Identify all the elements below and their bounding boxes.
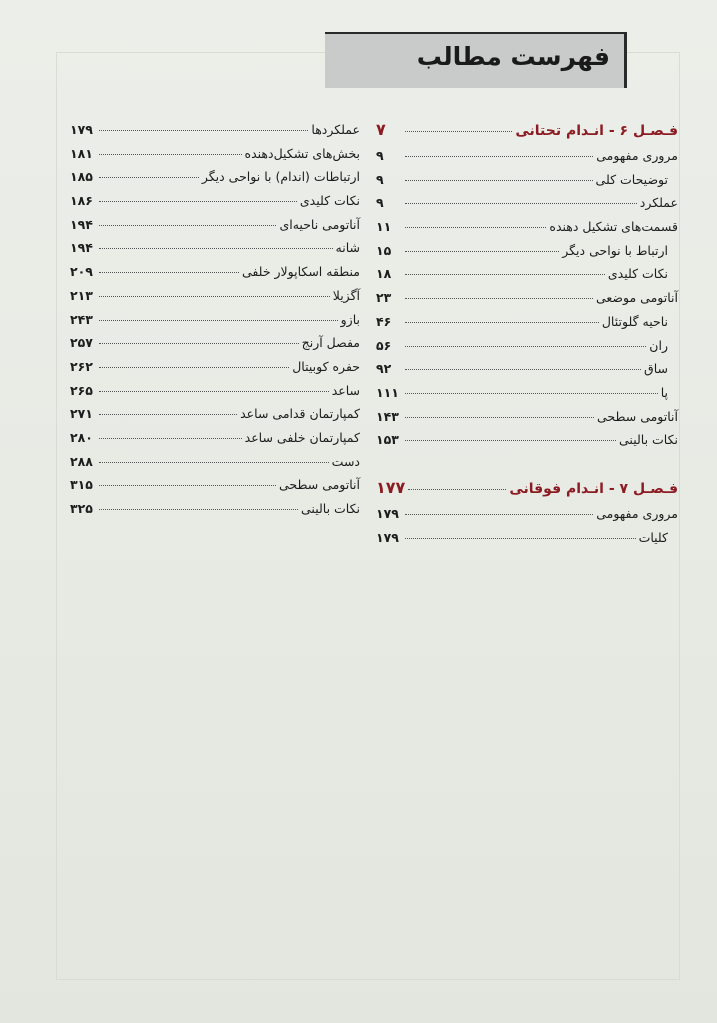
toc-page: ۱۸۶ [70,193,93,209]
toc-label: مروری مفهومی [596,505,678,521]
chapter-title: فـصـل ۶ - انـدام تحتانی [515,123,678,139]
dot-leader [99,177,199,178]
dot-leader [405,131,512,132]
dot-leader [405,393,658,394]
toc-entry[interactable] [70,335,360,359]
dot-leader [99,438,242,439]
toc-entry[interactable] [376,219,678,243]
dot-leader [405,203,637,204]
dot-leader [405,298,593,299]
toc-page: ۲۸۰ [70,429,93,445]
chapter-6-heading[interactable] [376,120,678,148]
toc-entry[interactable] [376,432,678,456]
toc-entry[interactable] [376,266,678,290]
chapter-7-heading[interactable] [376,478,678,506]
toc-entry[interactable] [70,359,360,383]
toc-label: عملکردها [311,122,360,137]
toc-label: کمپارتمان قدامی ساعد [240,406,360,422]
toc-label: آناتومی سطحی [597,408,678,424]
toc-page: ۲۷۱ [70,406,93,422]
toc-label: آناتومی ناحیه‌ای [279,216,360,232]
toc-page: ۱۱۱ [376,384,399,400]
chapter-title: فـصـل ۷ - انـدام فوقانی [509,480,678,497]
toc-entry[interactable] [376,361,678,385]
dot-leader [99,296,330,297]
dot-leader [99,414,237,415]
toc-label: آناتومی موضعی [595,290,678,306]
toc-page: ۲۰۹ [70,264,93,280]
toc-page: ۱۱ [376,219,392,235]
toc-page: ۲۱۳ [70,287,93,303]
toc-page: ۴۶ [376,313,392,329]
toc-page: ۱۹۴ [70,216,93,232]
toc-page: ۵۶ [376,337,392,353]
toc-label: پا [660,384,668,400]
toc-entry[interactable] [376,243,678,267]
dot-leader [99,201,297,202]
toc-page: ۱۴۳ [376,408,399,424]
toc-entry[interactable] [70,240,360,264]
toc-page: ۱۹۴ [70,240,93,256]
toc-label: آناتومی سطحی [279,477,360,493]
toc-label: شانه [335,240,360,256]
toc-page: ۲۴۳ [70,311,93,327]
dot-leader [99,485,276,486]
toc-page: ۱۷۹ [70,122,93,137]
toc-label: عملکرد [639,195,678,211]
dot-leader [99,248,333,249]
toc-entry[interactable] [70,430,360,454]
toc-label: منطقه اسکاپولار خلفی [241,264,360,280]
dot-leader [405,322,599,323]
toc-page: ۲۵۷ [70,335,93,351]
toc-label: مفصل آرنج [301,335,360,351]
toc-page: ۱۸۱ [70,145,93,161]
dot-leader [99,272,239,273]
dot-leader [405,227,546,228]
toc-page: ۱۷۹ [376,505,399,521]
dot-leader [99,391,329,392]
toc-page: ۲۶۵ [70,382,93,398]
toc-entry[interactable] [70,264,360,288]
toc-label: نکات بالینی [619,432,678,448]
toc-entry[interactable] [70,383,360,407]
toc-page: ۹ [376,195,384,211]
toc-label: ساعد [331,382,360,398]
toc-entry[interactable] [376,148,678,172]
dot-leader [405,369,641,370]
toc-label: ساق [644,361,668,377]
toc-page: ۱۵۳ [376,432,399,448]
toc-label: بخش‌های تشکیل‌دهنده [244,145,360,161]
toc-page: ۱۸ [376,266,392,282]
toc-label: نکات بالینی [301,501,360,516]
toc-page: ۱۷۹ [376,529,399,545]
toc-page: ۱۸۵ [70,169,93,185]
toc-label: نکات کلیدی [299,193,360,209]
dot-leader [405,156,593,157]
dot-leader [405,274,605,275]
dot-leader [405,251,559,252]
toc-label: ران [649,337,668,353]
toc-entry[interactable] [70,454,360,478]
chapter-page: ۷ [376,120,386,139]
toc-entry[interactable] [70,501,360,525]
toc-entry[interactable] [70,122,360,146]
toc-page: ۲۸۸ [70,453,93,469]
toc-label: بازو [340,311,360,327]
toc-entry[interactable] [70,146,360,170]
dot-leader [99,130,308,131]
toc-page: ۱۵ [376,242,392,258]
toc-right-column [376,120,678,553]
dot-leader [99,509,298,510]
toc-entry[interactable] [376,409,678,433]
dot-leader [405,346,646,347]
toc-entry[interactable] [376,314,678,338]
toc-label: ارتباطات (اندام) با نواحی دیگر [201,169,360,185]
toc-entry[interactable] [70,406,360,430]
dot-leader [99,154,242,155]
dot-leader [99,343,299,344]
dot-leader [99,225,276,226]
section-gap [376,456,678,478]
toc-entry[interactable] [70,169,360,193]
toc-label: ناحیه گلوتئال [601,313,668,329]
toc-entry[interactable] [376,338,678,362]
toc-entry[interactable] [70,477,360,501]
toc-entry[interactable] [70,288,360,312]
toc-entry[interactable] [70,193,360,217]
dot-leader [99,320,338,321]
title-box [325,32,627,88]
dot-leader [405,514,593,515]
dot-leader [405,417,594,418]
toc-label: حفره کوبیتال [292,358,360,374]
toc-entry[interactable] [376,290,678,314]
dot-leader [405,538,636,539]
dot-leader [99,462,329,463]
toc-label: قسمت‌های تشکیل دهنده [549,219,678,235]
toc-entry[interactable] [376,530,678,554]
toc-label: کلیات [638,529,668,545]
toc-entry[interactable] [376,385,678,409]
toc-page: ۳۱۵ [70,477,93,493]
toc-label: کمپارتمان خلفی ساعد [244,429,360,445]
toc-page: ۹ [376,148,384,163]
dot-leader [405,440,616,441]
toc-label: توضیحات کلی [595,171,668,187]
toc-label: آگزیلا [332,287,360,303]
toc-entry[interactable] [376,172,678,196]
toc-label: مروری مفهومی [596,148,678,163]
dot-leader [405,180,593,181]
toc-label: ارتباط با نواحی دیگر [562,242,668,258]
toc-entry[interactable] [70,217,360,241]
toc-page: ۲۳ [376,290,392,306]
dot-leader [408,489,506,490]
toc-entry[interactable] [376,195,678,219]
page-title: فهرست مطالب [416,42,610,71]
toc-label: نکات کلیدی [607,266,668,282]
dot-leader [99,367,289,368]
toc-left-column [70,122,360,525]
toc-page: ۹ [376,171,384,187]
toc-label: دست [331,453,360,469]
toc-page: ۳۲۵ [70,501,93,516]
toc-entry[interactable] [70,312,360,336]
toc-entry[interactable] [376,506,678,530]
toc-page: ۹۲ [376,361,392,377]
chapter-page: ۱۷۷ [376,477,406,497]
toc-page: ۲۶۲ [70,358,93,374]
